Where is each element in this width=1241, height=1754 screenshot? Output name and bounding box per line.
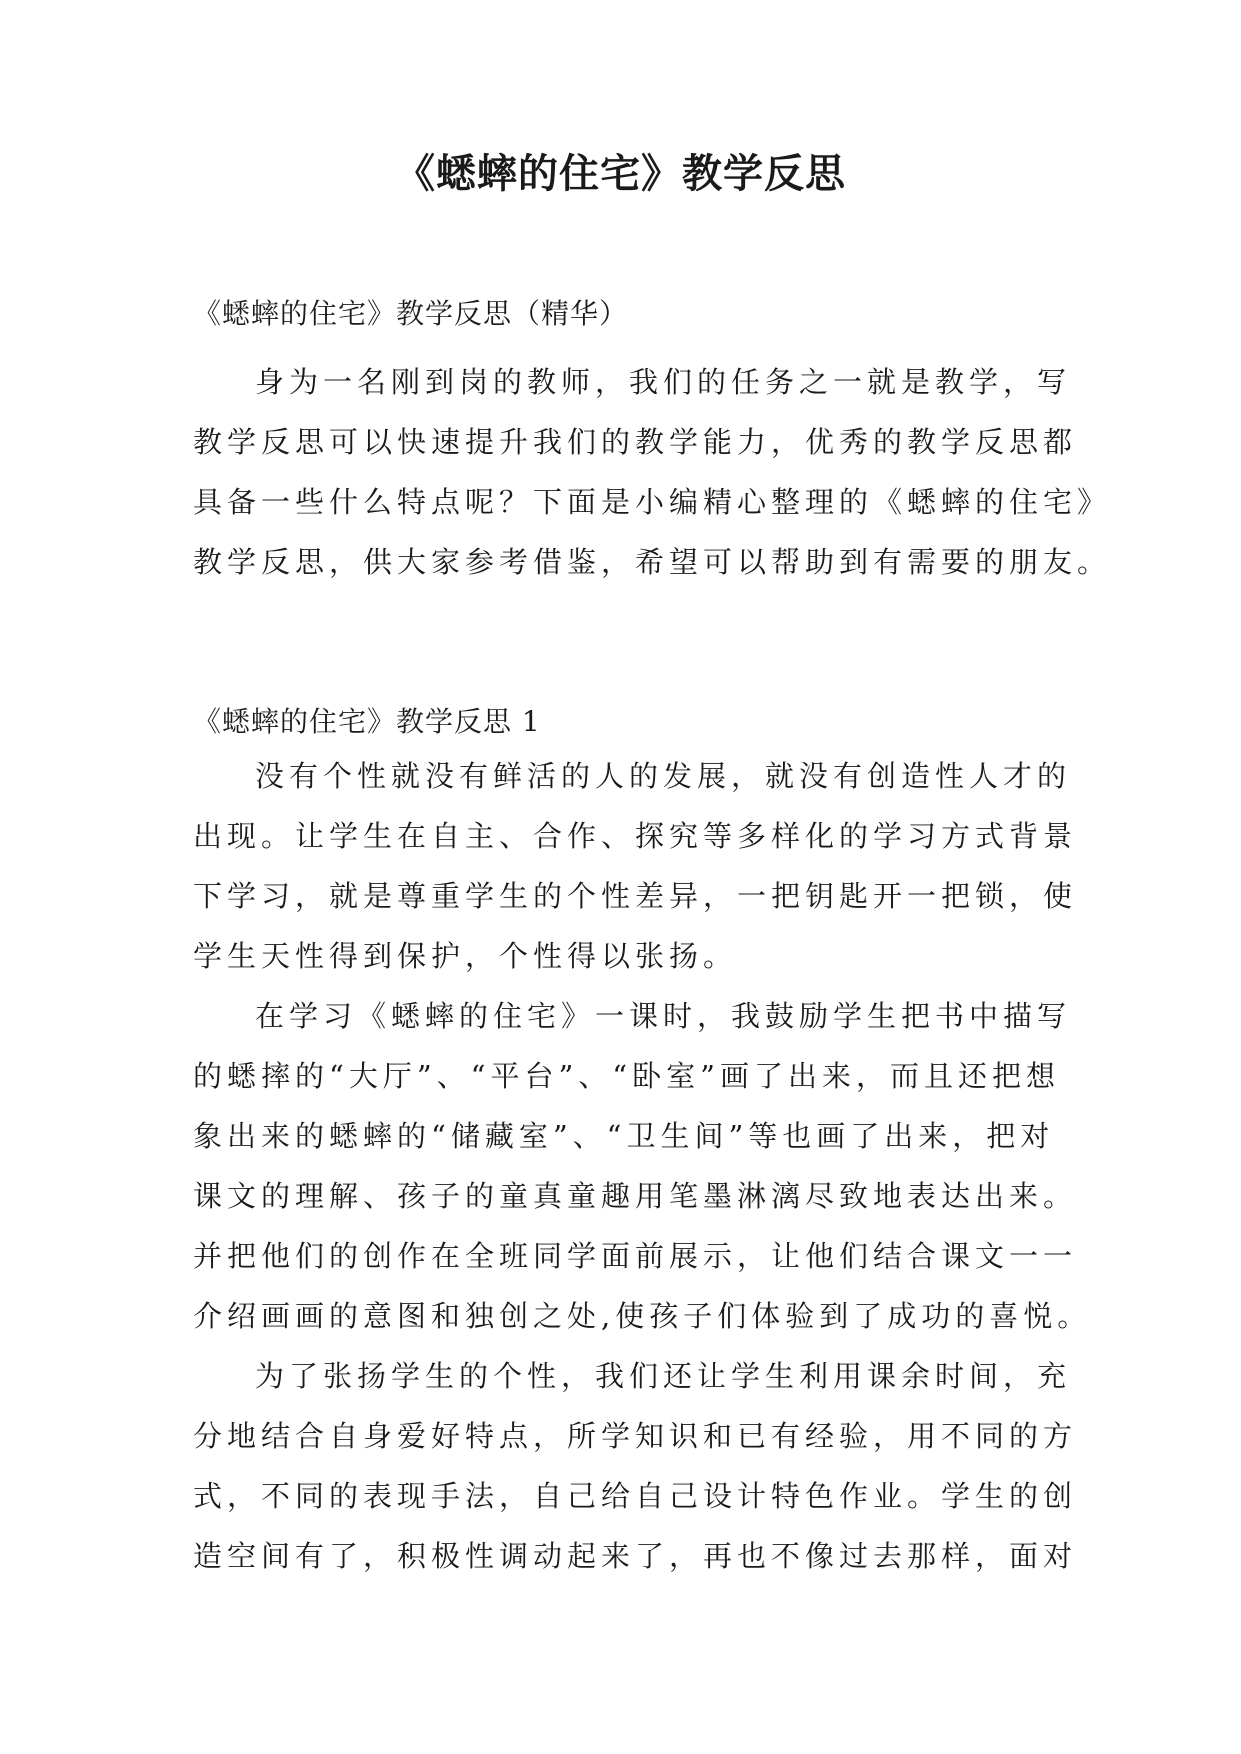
body-line: 的蟋摔的“大厅”、“平台”、“卧室”画了出来，而且还把想 <box>193 1059 1060 1093</box>
section-body <box>193 746 1092 1586</box>
intro-paragraph <box>193 352 1112 592</box>
body-line: 介绍画画的意图和独创之处,使孩子们体验到了成功的喜悦。 <box>193 1299 1092 1333</box>
section-heading: 《蟋蟀的住宅》教学反思 1 <box>193 705 541 738</box>
body-line: 课文的理解、孩子的童真童趣用笔墨淋漓尽致地表达出来。 <box>193 1179 1078 1213</box>
document-title: 《蟋蟀的住宅》教学反思 <box>395 150 846 197</box>
document-subtitle: 《蟋蟀的住宅》教学反思（精华） <box>193 297 629 330</box>
intro-line: 教学反思可以快速提升我们的教学能力，优秀的教学反思都 <box>193 425 1078 459</box>
body-line: 学生天性得到保护，个性得以张扬。 <box>193 939 738 973</box>
body-line: 没有个性就没有鲜活的人的发展，就没有创造性人才的 <box>255 759 1072 793</box>
body-line: 为了张扬学生的个性，我们还让学生利用课余时间，充 <box>255 1359 1072 1393</box>
intro-line: 身为一名刚到岗的教师，我们的任务之一就是教学，写 <box>255 365 1072 399</box>
body-line: 式，不同的表现手法，自己给自己设计特色作业。学生的创 <box>193 1479 1078 1513</box>
body-line: 分地结合自身爱好特点，所学知识和已有经验，用不同的方 <box>193 1419 1078 1453</box>
body-line: 并把他们的创作在全班同学面前展示，让他们结合课文一一 <box>193 1239 1078 1273</box>
body-line: 在学习《蟋蟀的住宅》一课时，我鼓励学生把书中描写 <box>255 999 1072 1033</box>
body-line: 出现。让学生在自主、合作、探究等多样化的学习方式背景 <box>193 819 1078 853</box>
body-line: 造空间有了，积极性调动起来了，再也不像过去那样，面对 <box>193 1539 1078 1573</box>
body-line: 下学习，就是尊重学生的个性差异，一把钥匙开一把锁，使 <box>193 879 1078 913</box>
body-line: 象出来的蟋蟀的“储藏室”、“卫生间”等也画了出来，把对 <box>193 1119 1055 1153</box>
intro-line: 具备一些什么特点呢？下面是小编精心整理的《蟋蟀的住宅》 <box>193 485 1112 519</box>
intro-line: 教学反思，供大家参考借鉴，希望可以帮助到有需要的朋友。 <box>193 545 1112 579</box>
